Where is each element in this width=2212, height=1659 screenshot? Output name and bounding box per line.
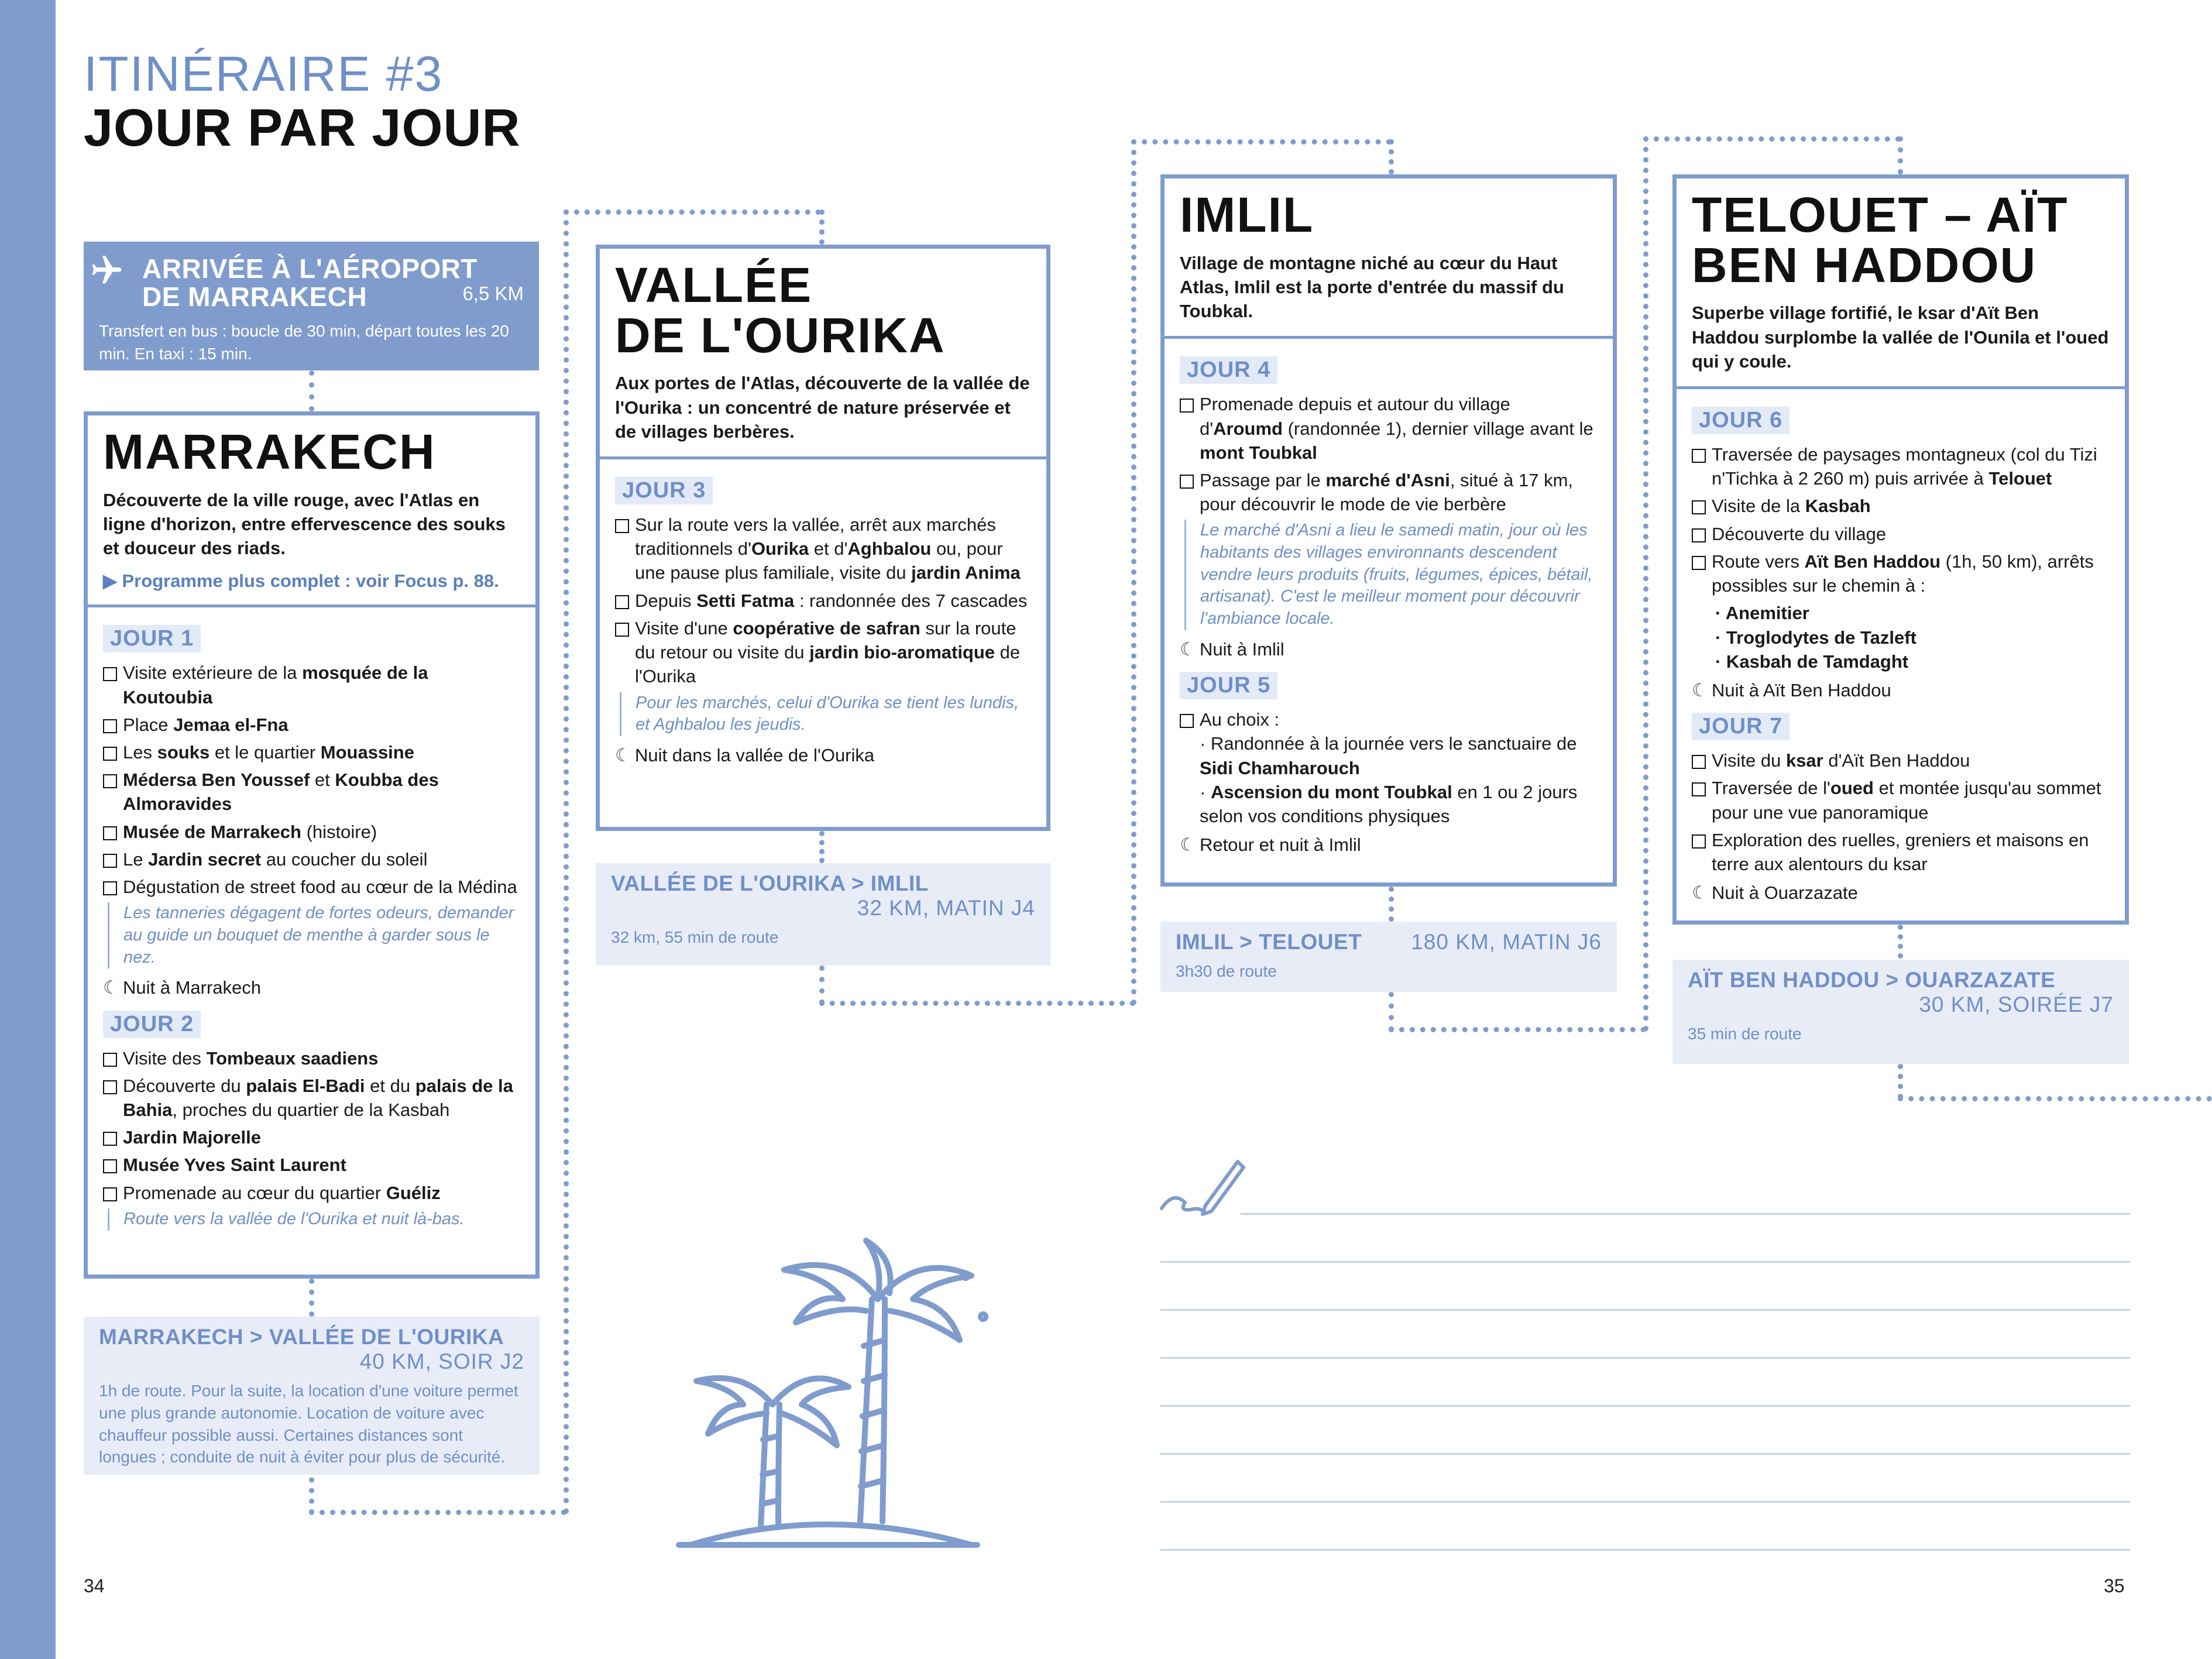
checklist-item[interactable]: Sur la route vers la vallée, arrêt aux marchés traditionnels d'Ourika et d'Aghbalou ou, pour une pause plus familiale, visite du jardin Anima	[615, 513, 1031, 585]
marrakech-card	[84, 411, 540, 1279]
tip-note: Le marché d'Asni a lieu le samedi matin, jour où les habitants des villages environnants descendent vendre leurs produits (fruits, légumes, épices, bétail, artisanat). C'est le meilleur moment pour découvrir l'ambiance locale.	[1184, 520, 1598, 630]
connector	[1898, 1064, 1903, 1099]
route-box-1	[84, 1317, 540, 1475]
note-line[interactable]	[1160, 1501, 2130, 1503]
note-line[interactable]	[1160, 1549, 2130, 1551]
night-stay: ☾ Nuit à Imlil	[1180, 637, 1598, 661]
checklist-item[interactable]: Traversée de l'oued et montée jusqu'au sommet pour une vue panoramique	[1692, 776, 2110, 824]
imlil-title: IMLIL	[1180, 187, 1314, 242]
checklist-item[interactable]: Route vers Aït Ben Haddou (1h, 50 km), arrêts possibles sur le chemin à :	[1692, 549, 2110, 597]
day-7-list	[1692, 748, 2110, 876]
checklist-item[interactable]: Découverte du village	[1692, 522, 2110, 546]
route-box-2	[596, 863, 1050, 966]
telouet-title-2: BEN HADDOU	[1692, 237, 2037, 293]
checklist-item[interactable]: Médersa Ben Youssef et Koubba des Almoravides	[103, 768, 520, 816]
checklist-item[interactable]: Traversée de paysages montagneux (col du Tizi n'Tichka à 2 260 m) puis arrivée à Telouet	[1692, 442, 2110, 490]
arrival-detail: Transfert en bus : boucle de 30 min, départ toutes les 20 min. En taxi : 15 min.	[99, 321, 509, 363]
route-detail: 1h de route. Pour la suite, la location d'une voiture permet une plus grande autonomie. Location de voiture avec chauffeur possible aussi. Certaines distances sont longues ; conduite de nuit à éviter pour plus de sécurité.	[99, 1382, 518, 1466]
route-detail: 3h30 de route	[1176, 962, 1277, 980]
checklist-item[interactable]: Visite d'une coopérative de safran sur la route du retour ou visite du jardin bio-aromatique de l'Ourika	[615, 616, 1031, 689]
checklist-item[interactable]: Visite du ksar d'Aït Ben Haddou	[1692, 748, 2110, 772]
checklist-item[interactable]: Visite des Tombeaux saadiens	[103, 1046, 520, 1070]
pen-icon	[1156, 1156, 1249, 1220]
connector	[1389, 992, 1394, 1032]
page-title: JOUR PAR JOUR	[84, 99, 521, 157]
stop-item: · Anemitier	[1715, 603, 1809, 624]
connector	[309, 370, 314, 411]
checklist-item[interactable]: Musée de Marrakech (histoire)	[103, 820, 520, 844]
checklist-item[interactable]: Découverte du palais El-Badi et du palais de la Bahia, proches du quartier de la Kasbah	[103, 1074, 520, 1122]
route-box-4	[1672, 960, 2129, 1064]
checklist-item[interactable]: Visite extérieure de la mosquée de la Koutoubia	[103, 661, 520, 709]
day-badge: JOUR 2	[103, 1011, 201, 1038]
day-1-list	[103, 661, 520, 899]
ourika-lead: Aux portes de l'Atlas, découverte de la vallée de l'Ourika : un concentré de nature préservée et de villages berbères.	[615, 373, 1030, 442]
marrakech-title: MARRAKECH	[103, 424, 436, 479]
route-distance: 40 KM, SOIR J2	[359, 1349, 524, 1373]
stop-item: · Kasbah de Tamdaght	[1715, 651, 1909, 672]
checklist-item[interactable]: Promenade depuis et autour du village d'Aroumd (randonnée 1), dernier village avant le mont Toubkal	[1180, 392, 1598, 465]
connector	[1898, 136, 1903, 174]
day-badge: JOUR 5	[1180, 672, 1277, 699]
ourika-title-2: DE L'OURIKA	[615, 307, 946, 363]
airplane-icon	[88, 253, 123, 288]
connector	[819, 1001, 1135, 1006]
route-box-3	[1160, 922, 1617, 992]
route-title: IMLIL > TELOUET	[1176, 930, 1362, 954]
night-stay: ☾ Nuit à Aït Ben Haddou	[1692, 678, 2110, 702]
page-number-right: 35	[2104, 1575, 2125, 1596]
tip-note: Pour les marchés, celui d'Ourika se tient les lundis, et Aghbalou les jeudis.	[620, 692, 1031, 736]
connector	[1643, 136, 1648, 1032]
telouet-lead: Superbe village fortifié, le ksar d'Aït Ben Haddou surplombe la vallée de l'Ounila et l'oued qui y coule.	[1692, 303, 2109, 372]
route-title: VALLÉE DE L'OURIKA > IMLIL	[611, 871, 929, 895]
note-line[interactable]	[1160, 1405, 2130, 1407]
focus-link[interactable]: ▶ Programme plus complet : voir Focus p. 88.	[103, 571, 499, 592]
connector	[1389, 887, 1394, 922]
tip-note: Route vers la vallée de l'Ourika et nuit là-bas.	[108, 1208, 520, 1231]
imlil-card	[1160, 174, 1617, 887]
route-distance: 30 KM, SOIRÉE J7	[1919, 992, 2114, 1016]
day-badge: JOUR 1	[103, 625, 201, 652]
day-badge: JOUR 6	[1692, 407, 1789, 434]
route-distance: 180 KM, MATIN J6	[1411, 930, 1602, 954]
checklist-item[interactable]: Dégustation de street food au cœur de la Médina	[103, 875, 520, 899]
arrival-title-2: DE MARRAKECH	[142, 281, 367, 312]
arrival-title-1: ARRIVÉE À L'AÉROPORT	[142, 253, 478, 284]
imlil-lead: Village de montagne niché au cœur du Haut Atlas, Imlil est la porte d'entrée du massif du Toubkal.	[1180, 252, 1564, 322]
route-detail: 35 min de route	[1688, 1025, 1802, 1043]
ourika-card	[596, 245, 1050, 831]
connector	[819, 209, 825, 245]
tip-note: Les tanneries dégagent de fortes odeurs, demander au guide un bouquet de menthe à garder sous le nez.	[108, 902, 520, 968]
arrival-distance: 6,5 KM	[462, 283, 524, 304]
checklist-item[interactable]: Passage par le marché d'Asni, situé à 17 km, pour découvrir le mode de vie berbère	[1180, 468, 1598, 516]
connector	[309, 1279, 314, 1317]
checklist-item[interactable]: Depuis Setti Fatma : randonnée des 7 cascades	[615, 589, 1031, 613]
connector	[1131, 139, 1392, 145]
day-5-list	[1180, 707, 1598, 828]
checklist-item[interactable]: Exploration des ruelles, greniers et maisons en terre aux alentours du ksar	[1692, 828, 2110, 876]
palm-tree-icon	[667, 1229, 995, 1557]
checklist-item[interactable]: Les souks et le quartier Mouassine	[103, 740, 520, 764]
checklist-item[interactable]: Place Jemaa el-Fna	[103, 713, 520, 737]
night-stay: ☾ Retour et nuit à Imlil	[1180, 833, 1598, 857]
arrival-banner	[84, 242, 539, 370]
itinerary-number: ITINÉRAIRE #3	[84, 46, 444, 101]
route-title: MARRAKECH > VALLÉE DE L'OURIKA	[99, 1325, 504, 1349]
note-line[interactable]	[1160, 1309, 2130, 1311]
page-number-left: 34	[84, 1575, 105, 1596]
telouet-card	[1672, 174, 2129, 925]
day-2-list	[103, 1046, 520, 1205]
connector	[819, 966, 825, 1005]
day-badge: JOUR 7	[1692, 713, 1789, 740]
day-6-list	[1692, 442, 2110, 597]
connector	[1898, 925, 1903, 959]
connector	[1389, 139, 1394, 174]
checklist-item[interactable]: Le Jardin secret au coucher du soleil	[103, 847, 520, 871]
note-line[interactable]	[1160, 1453, 2130, 1455]
connector	[1131, 139, 1136, 1005]
connector	[309, 1510, 566, 1515]
route-distance: 32 KM, MATIN J4	[857, 896, 1035, 920]
note-line[interactable]	[1241, 1213, 2130, 1215]
connector	[564, 209, 569, 1514]
ourika-title-1: VALLÉE	[615, 257, 813, 312]
checklist-item[interactable]: Jardin Majorelle	[103, 1125, 520, 1149]
note-line[interactable]	[1160, 1261, 2130, 1263]
left-color-band	[0, 0, 56, 1659]
checklist-item[interactable]: Au choix : · Randonnée à la journée vers le sanctuaire de Sidi Chamharouch · Ascension du mont Toubkal en 1 ou 2 jours selon vos conditions physiques	[1180, 707, 1598, 828]
marrakech-lead: Découverte de la ville rouge, avec l'Atlas en ligne d'horizon, entre effervescence des souks et douceur des riads.	[103, 489, 506, 559]
connector	[564, 209, 821, 215]
stop-item: · Troglodytes de Tazleft	[1715, 627, 1916, 648]
connector	[1389, 1027, 1646, 1032]
telouet-title-1: TELOUET – AÏT	[1692, 187, 2069, 242]
note-line[interactable]	[1160, 1357, 2130, 1359]
connector	[1898, 1096, 2212, 1101]
day-badge: JOUR 4	[1180, 356, 1277, 384]
day-3-list	[615, 513, 1031, 689]
checklist-item[interactable]: Promenade au cœur du quartier Guéliz	[103, 1181, 520, 1205]
route-detail: 32 km, 55 min de route	[611, 928, 779, 946]
day-4-list	[1180, 392, 1598, 516]
checklist-item[interactable]: Musée Yves Saint Laurent	[103, 1153, 520, 1177]
connector	[819, 831, 825, 863]
night-stay: ☾ Nuit à Marrakech	[103, 976, 520, 999]
night-stay: ☾ Nuit à Ouarzazate	[1692, 881, 2110, 905]
night-stay: ☾ Nuit dans la vallée de l'Ourika	[615, 743, 1031, 767]
day-badge: JOUR 3	[615, 477, 713, 504]
route-title: AÏT BEN HADDOU > OUARZAZATE	[1688, 968, 2056, 992]
checklist-item[interactable]: Visite de la Kasbah	[1692, 494, 2110, 518]
connector	[1643, 136, 1901, 142]
